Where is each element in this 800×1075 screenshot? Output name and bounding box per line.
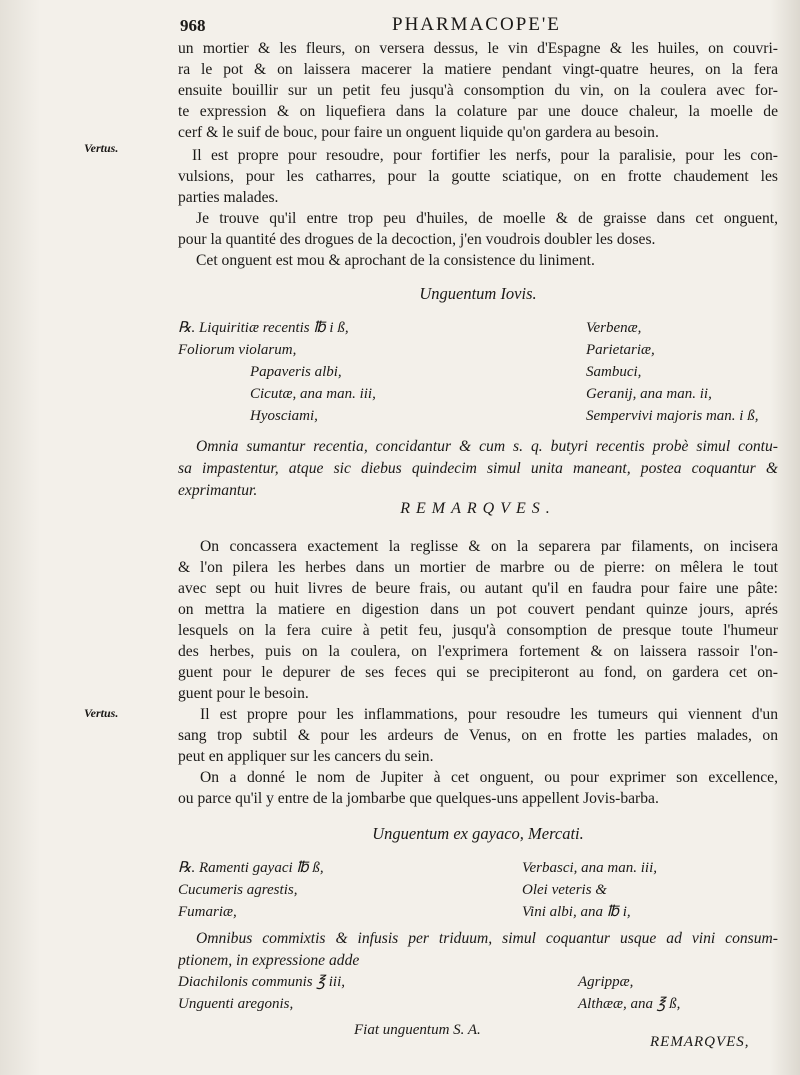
recipe-method-line: Omnia sumantur recentia, concidantur & cum s. q. butyri recentis probè simul contu- [196,438,778,455]
ingredient: Hyosciami, [250,408,318,424]
recipe-title: Unguentum Iovis. [419,284,537,303]
recipe-method-line: Omnibus commixtis & infusis per triduum, simul coquantur usque ad vini consum- [196,930,778,947]
recipe-method-line: sa impastentur, atque sic diebus quindecim simul unita maneant, postea coquantur & [178,460,778,477]
text-line: ensuite bouillir sur un petit feu jusqu'à consomption du vin, on la coulera avec for- [178,82,778,99]
ingredient: Cicutæ, ana man. iii, [250,386,376,402]
text-line: guent pour le depurer de ses feces qui se precipiteront au fond, on gardera cet on- [178,664,778,681]
text-line: des herbes, puis on la coulera, on l'exprimera fortement & on laissera rassoir l'on- [178,643,778,660]
text-line: parties malades. [178,189,279,206]
ingredient: Papaveris albi, [250,364,342,380]
text-line: Il est propre pour les inflammations, pour resoudre les tumeurs qui viennent d'un [200,706,778,723]
text-line: avec sept ou huit livres de beure frais, ou autant qu'il en faudra pour faire une pâte: [178,580,778,597]
ingredient: Verbasci, ana man. iii, [522,860,657,876]
margin-note-vertus: Vertus. [84,141,119,155]
section-heading-remarques: REMARQVES. [400,500,556,517]
running-title: PHARMACOPE'E [392,14,561,35]
ingredient: Parietariæ, [586,342,655,358]
ingredient: Cucumeris agrestis, [178,882,298,898]
text-line: guent pour le besoin. [178,685,309,702]
recipe-fiat: Fiat unguentum S. A. [354,1022,481,1038]
ingredient: Sempervivi majoris man. i ß, [586,408,759,424]
recipe-method-line: exprimantur. [178,482,258,499]
ingredient: Unguenti aregonis, [178,996,294,1012]
text-line: pour la quantité des drogues de la decoction, j'en voudrois doubler les doses. [178,231,656,248]
text-line: vulsions, pour les catharres, pour la goutte sciatique, on en frotte chaudement les [178,168,778,185]
text-line: Cet onguent est mou & aprochant de la consistence du liniment. [196,252,595,269]
text-line: peut en appliquer sur les cancers du sein. [178,748,434,765]
text-line: un mortier & les fleurs, on versera dessus, le vin d'Espagne & les huiles, on couvri- [178,40,778,57]
text-line: cerf & le suif de bouc, pour faire un onguent liquide qu'on gardera au besoin. [178,124,659,141]
ingredient: Diachilonis communis ℥ iii, [178,974,345,990]
ingredient: Geranij, ana man. ii, [586,386,712,402]
ingredient: Foliorum violarum, [178,342,297,358]
ingredient: Agrippæ, [578,974,634,990]
margin-note-vertus: Vertus. [84,706,119,720]
ingredient: Althææ, ana ℥ ß, [578,996,681,1012]
text-line: lesquels on la fera cuire à petit feu, jusqu'à consomption de presque toute l'humeur [178,622,778,639]
recipe-title: Unguentum ex gayaco, Mercati. [372,824,584,843]
text-line: On a donné le nom de Jupiter à cet onguent, ou pour exprimer son excellence, [200,769,778,786]
ingredient: ℞. Liquiritiæ recentis ℔ i ß, [178,320,349,336]
ingredient: Fumariæ, [178,904,237,920]
recipe-method-line: ptionem, in expressione adde [178,952,360,969]
ingredient: Olei veteris & [522,882,607,898]
catchword: REMARQVES, [650,1034,750,1050]
text-line: Il est propre pour resoudre, pour fortifier les nerfs, pour la paralisie, pour les con- [192,147,778,164]
text-line: & l'on pilera les herbes dans un mortier de marbre ou de pierre: on mêlera le tout [178,559,778,576]
ingredient: ℞. Ramenti gayaci ℔ ß, [178,860,324,876]
ingredient: Sambuci, [586,364,642,380]
page-number: 968 [180,16,206,35]
text-line: On concassera exactement la reglisse & on la separera par filaments, on incisera [200,538,778,555]
ingredient: Verbenæ, [586,320,642,336]
text-line: Je trouve qu'il entre trop peu d'huiles, de moelle & de graisse dans cet onguent, [196,210,778,227]
text-line: ra le pot & on laissera macerer la matiere pendant vingt-quatre heures, on la fera [178,61,778,78]
ingredient: Vini albi, ana ℔ i, [522,904,631,920]
text-line: sang trop subtil & pour les ardeurs de Venus, on en frotte les parties malades, on [178,727,778,744]
text-line: te expression & on liquefiera dans la colature par une douce chaleur, la moelle de [178,103,778,120]
text-line: on mettra la matiere en digestion dans un pot couvert pendant quinze jours, aprés [178,601,778,618]
text-line: ou parce qu'il y entre de la jombarbe que quelques-uns appellent Jovis-barba. [178,790,659,807]
